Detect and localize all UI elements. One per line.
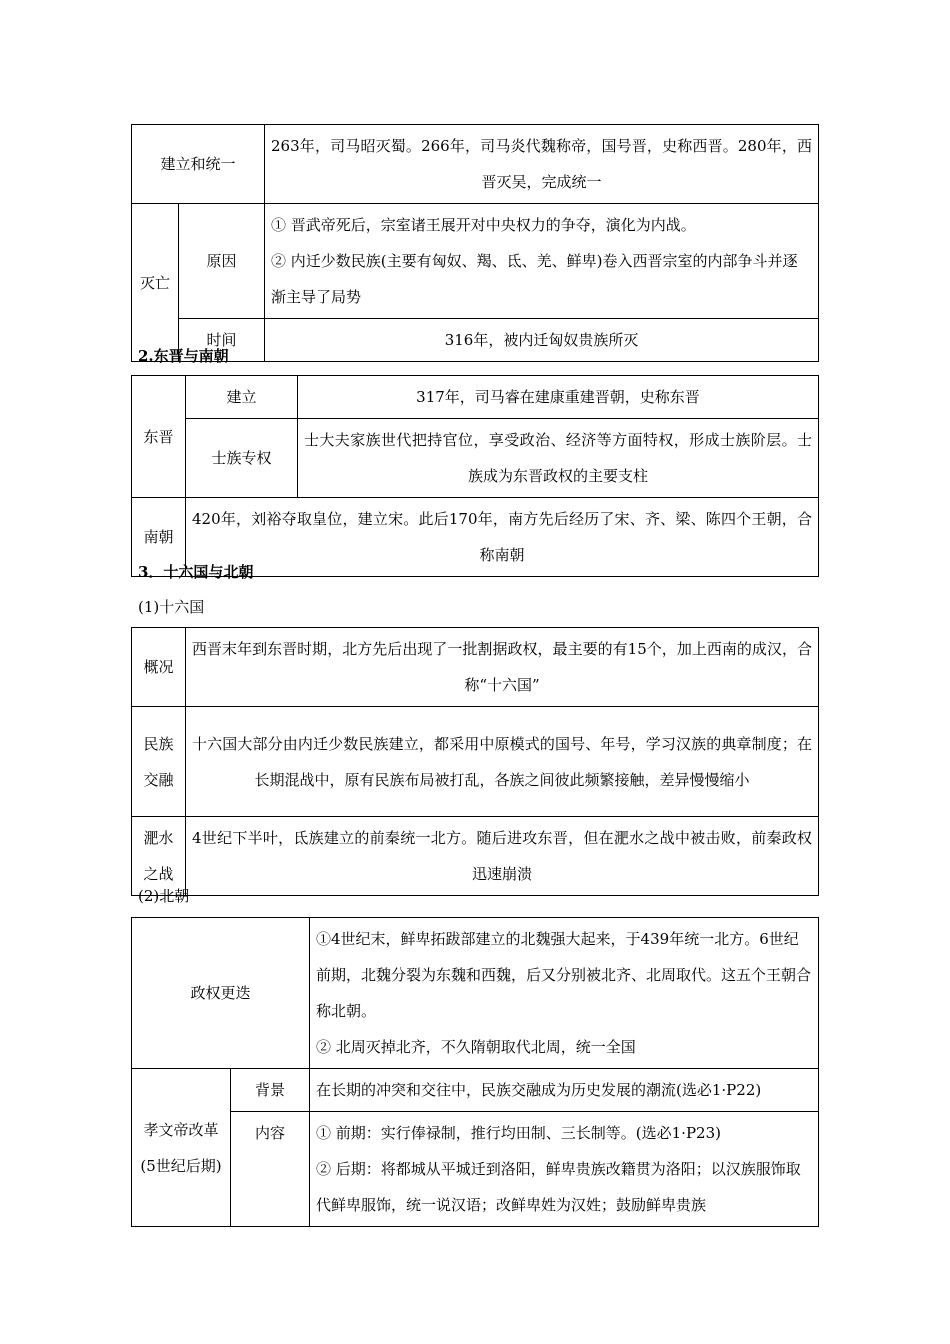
- northern-dynasties-table: [131, 917, 819, 1227]
- eastern-jin-table: [131, 375, 819, 577]
- bg-text-cell: 在长期的冲突和交往中，民族交融成为历史发展的潮流(选必1·P22): [310, 1069, 819, 1112]
- sub-heading-sixteen: (1)十六国: [138, 598, 205, 616]
- regime-line-2: ② 北周灭掉北齐，不久隋朝取代北周，统一全国: [316, 1038, 636, 1056]
- time-text-cell: 316年，被内迁匈奴贵族所灭: [265, 319, 819, 362]
- establish-text-cell: 263年，司马昭灭蜀。266年，司马炎代魏称帝，国号晋，史称西晋。280年，西晋灭吴，完成统一: [265, 125, 819, 204]
- reform-label-cell: 孝文帝改革(5世纪后期): [132, 1069, 231, 1227]
- sixteen-kingdoms-table: [131, 627, 819, 896]
- sub-heading-northern: (2)北朝: [138, 887, 190, 905]
- south-text-cell: 420年，刘裕夺取皇位，建立宋。此后170年，南方先后经历了宋、齐、梁、陈四个王朝，合称南朝: [186, 498, 819, 577]
- content-label-cell: 内容: [231, 1112, 310, 1227]
- section-2-heading: 2.东晋与南朝: [138, 347, 229, 365]
- western-jin-table: [131, 124, 819, 362]
- fusion-label-cell: 民族交融: [132, 707, 186, 817]
- overview-label-cell: 概况: [132, 628, 186, 707]
- section-3-heading: 3．十六国与北朝: [138, 563, 254, 581]
- cause-text-cell: [265, 204, 819, 319]
- overview-text-cell: 西晋末年到东晋时期，北方先后出现了一批割据政权，最主要的有15个，加上西南的成汉，合称“十六国”: [186, 628, 819, 707]
- cause-line-1: ① 晋武帝死后，宗室诸王展开对中央权力的争夺，演化为内战。: [271, 216, 696, 234]
- fusion-text-cell: 十六国大部分由内迁少数民族建立，都采用中原模式的国号、年号，学习汉族的典章制度；在长期混战中，原有民族布局被打乱，各族之间彼此频繁接触，差异慢慢缩小: [186, 707, 819, 817]
- establish-label-cell: 建立和统一: [132, 125, 265, 204]
- cause-label-cell: 原因: [179, 204, 265, 319]
- gentry-label-cell: 士族专权: [186, 419, 298, 498]
- content-line-1: ① 前期：实行俸禄制，推行均田制、三长制等。(选必1·P23): [316, 1124, 721, 1142]
- regime-label-cell: 政权更迭: [132, 918, 310, 1069]
- content-line-2: ② 后期：将都城从平城迁到洛阳，鲜卑贵族改籍贯为洛阳；以汉族服饰取代鲜卑服饰，统一说汉语；改鲜卑姓为汉姓；鼓励鲜卑贵族: [316, 1160, 801, 1214]
- fall-label-cell: 灭亡: [132, 204, 179, 362]
- regime-line-1: ①4世纪末，鲜卑拓跋部建立的北魏强大起来，于439年统一北方。6世纪前期，北魏分裂为东魏和西魏，后又分别被北齐、北周取代。这五个王朝合称北朝。: [316, 930, 812, 1020]
- gentry-text-cell: 士大夫家族世代把持官位，享受政治、经济等方面特权，形成士族阶层。士族成为东晋政权的主要支柱: [298, 419, 819, 498]
- content-text-cell: [310, 1112, 819, 1227]
- feishui-text-cell: 4世纪下半叶，氐族建立的前秦统一北方。随后进攻东晋，但在淝水之战中被击败，前秦政权迅速崩溃: [186, 817, 819, 896]
- est-text-cell: 317年，司马睿在建康重建晋朝，史称东晋: [298, 376, 819, 419]
- cause-line-2: ② 内迁少数民族(主要有匈奴、羯、氐、羌、鲜卑)卷入西晋宗室的内部争斗并逐渐主导了局势: [271, 252, 798, 306]
- bg-label-cell: 背景: [231, 1069, 310, 1112]
- feishui-label-cell: 淝水之战: [132, 817, 186, 896]
- east-jin-label-cell: 东晋: [132, 376, 186, 498]
- south-label-cell: 南朝: [132, 498, 186, 577]
- est-label-cell: 建立: [186, 376, 298, 419]
- regime-text-cell: [310, 918, 819, 1069]
- time-label-cell: 时间: [179, 319, 265, 362]
